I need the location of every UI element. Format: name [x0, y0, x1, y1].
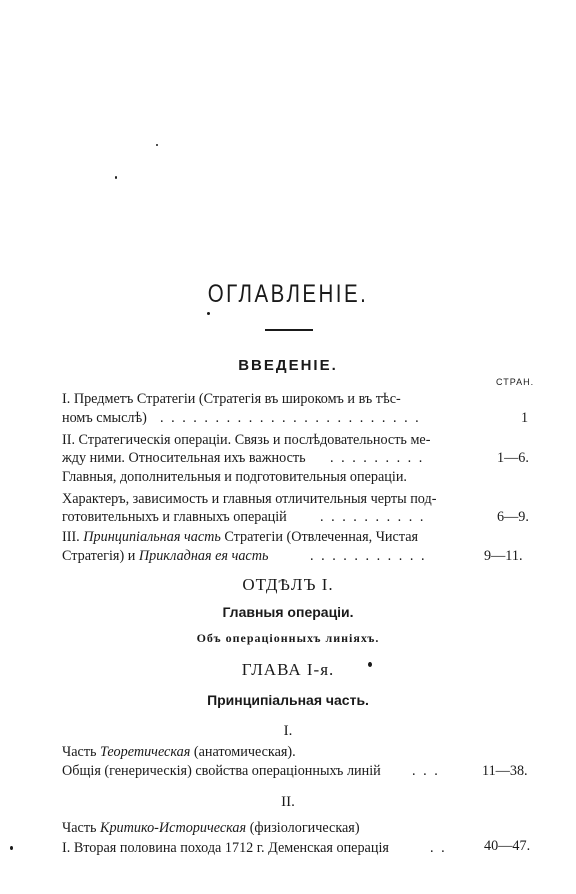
toc-entry-5-italic: Принципіальная часть [83, 529, 221, 545]
toc-entry-4-pages: 6—9. [497, 509, 529, 525]
toc-entry-5-line1 [62, 529, 418, 546]
toc-entry-1-line2: номъ смыслѣ) [62, 410, 147, 426]
leader-dots: . . . . . . . . . . . [310, 548, 427, 564]
part-2-pages: 40—47. [484, 838, 531, 854]
part-1-line1-italic: Теоретическая [100, 744, 191, 760]
toc-entry-5-line2-italic: Прикладная ея часть [138, 548, 269, 564]
part-1-line1-prefix: Часть [62, 744, 101, 760]
part-2-line1-prefix: Часть [62, 820, 101, 836]
toc-entry-5-line2 [62, 548, 268, 565]
title-rule [265, 329, 313, 331]
toc-entry-2-line2: жду ними. Относительная ихъ важность [62, 450, 306, 466]
page-title: ОГЛАВЛЕНІЕ. [207, 280, 369, 308]
intro-heading: ВВЕДЕНІЕ. [238, 357, 338, 374]
toc-entry-1-pages: 1 [521, 410, 529, 426]
toc-entry-4-line1: Характеръ, зависимость и главныя отличительныя черты под- [62, 491, 437, 507]
leader-dots: . . . [412, 763, 440, 779]
chapter-heading: ГЛАВА I-я. [241, 660, 335, 679]
ink-speck [156, 144, 158, 146]
toc-entry-5-line2-prefix: Стратегія) и [62, 548, 139, 564]
toc-entry-1-line1: I. Предметъ Стратегіи (Стратегія въ широкомъ и въ тѣс- [62, 391, 401, 407]
leader-dots: . . . . . . . . . [330, 450, 425, 466]
toc-entry-4-line2: готовительныхъ и главныхъ операцій [62, 509, 287, 525]
part-1-numeral: I. [283, 723, 293, 739]
part-1-line2: Общія (генерическія) свойства операціонныхъ линій [62, 763, 381, 779]
toc-entry-3-line1: Главныя, дополнительныя и подготовительныя операціи. [62, 469, 407, 485]
leader-dots: . . [430, 840, 447, 856]
leader-dots: . . . . . . . . . . . . . . . . . . . . . . . . [160, 410, 421, 426]
part-2-numeral: II. [281, 794, 295, 810]
section-note: Объ операціонныхъ линіяхъ. [196, 631, 380, 645]
section-heading: ОТДѢЛЪ I. [242, 575, 334, 594]
part-1-line1-suffix: (анатомическая). [190, 744, 296, 760]
page-column-header: СТРАН. [496, 377, 535, 387]
toc-entry-5-prefix: III. [62, 529, 84, 545]
part-1-pages: 11—38. [482, 763, 528, 779]
toc-entry-2-line1: II. Стратегическія операціи. Связь и послѣдовательность ме- [62, 432, 431, 448]
part-2-line1 [62, 820, 360, 837]
section-subheading: Главныя операціи. [222, 604, 354, 620]
leader-dots: . . . . . . . . . . [320, 509, 426, 525]
ink-speck [115, 176, 117, 179]
toc-entry-5-suffix: Стратегіи (Отвлеченная, Чистая [220, 529, 419, 545]
chapter-subheading: Принципіальная часть. [207, 692, 369, 708]
part-2-line1-suffix: (физіологическая) [246, 820, 360, 836]
toc-entry-2-pages: 1—6. [497, 450, 529, 466]
toc-entry-5-pages: 9—11. [484, 548, 523, 564]
part-1-line1 [62, 744, 296, 761]
ink-speck [207, 312, 210, 315]
ink-speck [10, 846, 13, 850]
part-2-line2: I. Вторая половина похода 1712 г. Деменская операція [62, 840, 389, 856]
part-2-line1-italic: Критико-Историческая [100, 820, 247, 836]
